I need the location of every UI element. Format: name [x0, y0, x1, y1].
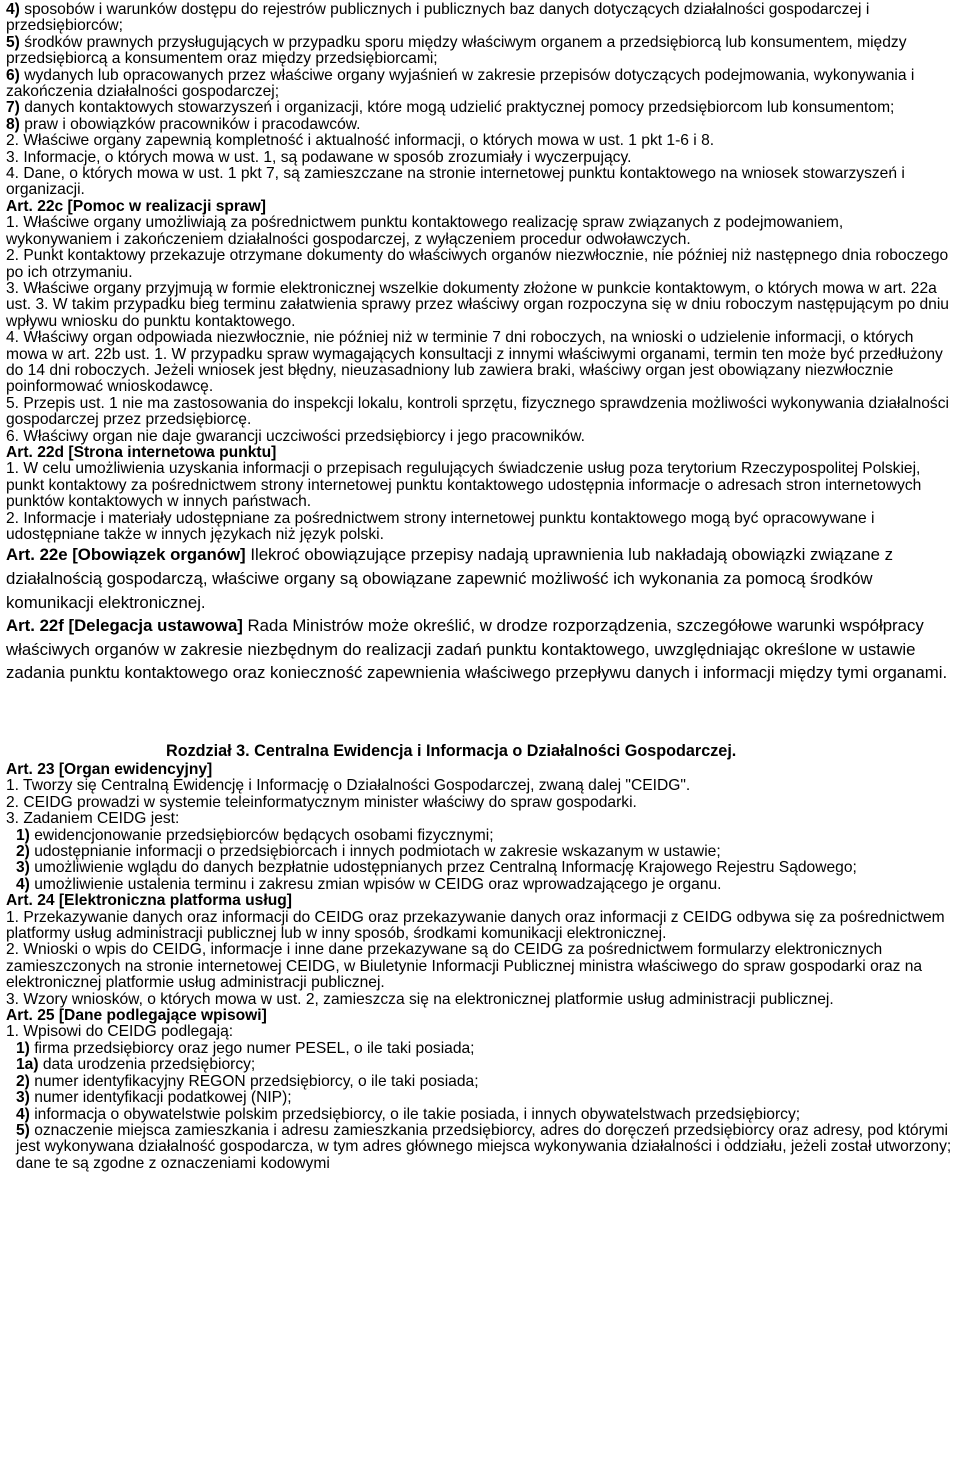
- list-item: 1) ewidencjonowanie przedsiębiorców będących osobami fizycznymi;: [16, 826, 494, 844]
- article-paragraph: Art. 22f [Delegacja ustawowa] Rada Ministrów może określić, w drodze rozporządzenia, szczegółowe warunki współpracy właściwych organów w zakresie niezbędnym do realizacji zadań punktu kontaktowego, uwzględniając określone w ustawie zadania punktu kontaktowego oraz konieczność zapewnienia właściwego przepływu danych i informacji między tymi organami.: [6, 616, 948, 683]
- paragraph: 2. Informacje i materiały udostępniane za pośrednictwem strony internetowej punktu kontaktowego mogą być opracowywane i udostępniane także w innych językach niż język polski.: [6, 509, 875, 543]
- list-item: 2) udostępnianie informacji o przedsiębiorcach i innych podmiotach w zakresie wskazanym w ustawie;: [16, 843, 721, 860]
- list-item: 5) oznaczenie miejsca zamieszkania i adresu zamieszkania przedsiębiorcy, adres do doręczeń przedsiębiorcy oraz adresy, pod którymi jest wykonywana działalność gospodarcza, w tym adres głównego miejsca wykonywania działalności i oddziału, jeżeli został utworzony; dane te są zgodne z oznaczeniami kodowymi: [16, 1121, 952, 1172]
- paragraph: 1. Wpisowi do CEIDG podlegają:: [6, 1023, 234, 1041]
- article-heading: Art. 22d [Strona internetowa punktu]: [6, 443, 277, 461]
- list-item: 4) informacja o obywatelstwie polskim przedsiębiorcy, o ile takie posiada, i innych obywatelstwach przedsiębiorcy;: [16, 1105, 801, 1123]
- paragraph: 2. Właściwe organy zapewnią kompletność i aktualność informacji, o których mowa w ust. 1 pkt 1-6 i 8.: [6, 132, 715, 150]
- article-heading: Art. 25 [Dane podlegające wpisowi]: [6, 1007, 267, 1025]
- list-item: 4) umożliwienie ustalenia terminu i zakresu zmian wpisów w CEIDG oraz wprowadzającego je organu.: [16, 875, 722, 893]
- paragraph: 3. Wzory wniosków, o których mowa w ust. 2, zamieszcza się na elektronicznej platformie usług administracji publicznej.: [6, 990, 834, 1008]
- paragraph: 3. Właściwe organy przyjmują w formie elektronicznej wszelkie dokumenty złożone w punkcie kontaktowym, o których mowa w art. 22a ust. 3. W takim przypadku bieg terminu załatwienia sprawy przez właściwy organ rozpoczyna się w dniu roboczym następującym po dniu wpływu wniosku do punktu kontaktowego.: [6, 279, 949, 330]
- paragraph: 3. Zadaniem CEIDG jest:: [6, 810, 180, 828]
- paragraph: 4. Dane, o których mowa w ust. 1 pkt 7, są zamieszczane na stronie internetowej punktu kontaktowego na wniosek stowarzyszeń i organizacji.: [6, 165, 905, 199]
- paragraph: 5. Przepis ust. 1 nie ma zastosowania do inspekcji lokalu, kontroli sprzętu, fizycznego sprawdzenia możliwości wykonywania działalności gospodarczej przez przedsiębiorcę.: [6, 394, 949, 429]
- list-item: 6) wydanych lub opracowanych przez właściwe organy wyjaśnień w zakresie przepisów dotyczących podejmowania, wykonywania i zakończenia działalności gospodarczej;: [6, 66, 915, 101]
- list-item: 1) firma przedsiębiorcy oraz jego numer PESEL, o ile taki posiada;: [16, 1039, 475, 1057]
- paragraph: 3. Informacje, o których mowa w ust. 1, są podawane w sposób zrozumiały i wyczerpujący.: [6, 148, 632, 166]
- list-item: 1a) data urodzenia przedsiębiorcy;: [16, 1056, 256, 1074]
- list-item: 8) praw i obowiązków pracowników i pracodawców.: [6, 115, 361, 133]
- list-item: 4) sposobów i warunków dostępu do rejestrów publicznych i publicznych baz danych dotyczących działalności gospodarczej i przedsiębiorców;: [6, 1, 870, 35]
- article-heading: Art. 22c [Pomoc w realizacji spraw]: [6, 197, 266, 215]
- list-item: 3) numer identyfikacji podatkowej (NIP);: [16, 1089, 292, 1107]
- list-item: 7) danych kontaktowych stowarzyszeń i organizacji, które mogą udzielić praktycznej pomocy przedsiębiorcom lub konsumentom;: [6, 99, 895, 117]
- list-item: 2) numer identyfikacyjny REGON przedsiębiorcy, o ile taki posiada;: [16, 1072, 479, 1090]
- paragraph: 1. Przekazywanie danych oraz informacji do CEIDG oraz przekazywanie danych oraz informacji z CEIDG odbywa się za pośrednictwem platformy usług administracji publicznej lub w inny sposób, środkami komunikacji elektronicznej.: [6, 908, 945, 943]
- paragraph: 2. Punkt kontaktowy przekazuje otrzymane dokumenty do właściwych organów niezwłocznie, nie później niż następnego dnia roboczego po ich otrzymaniu.: [6, 247, 949, 281]
- paragraph: 1. Właściwe organy umożliwiają za pośrednictwem punktu kontaktowego realizację spraw związanych z podejmowaniem, wykonywaniem i zakończeniem działalności gospodarczej, z wyłączeniem procedur odwoławczych.: [6, 214, 844, 248]
- list-item: 5) środków prawnych przysługujących w przypadku sporu między właściwym organem a przedsiębiorcą lub konsumentem, między przedsiębiorcą a konsumentem oraz między przedsiębiorcami;: [6, 33, 907, 68]
- article-paragraph: Art. 22e [Obowiązek organów] Ilekroć obowiązujące przepisy nadają uprawnienia lub nakładają obowiązki związane z działalnością gospodarczą, właściwe organy są obowiązane zapewnić możliwość ich wykonania za pomocą środków komunikacji elektronicznej.: [6, 545, 894, 612]
- chapter-title: Rozdział 3. Centralna Ewidencja i Informacja o Działalności Gospodarczej.: [166, 741, 737, 760]
- paragraph: 6. Właściwy organ nie daje gwarancji uczciwości przedsiębiorcy i jego pracowników.: [6, 427, 585, 445]
- paragraph: 2. Wnioski o wpis do CEIDG, informacje i inne dane przekazywane są do CEIDG za pośrednictwem formularzy elektronicznych zamieszczonych na stronie internetowej CEIDG, w Biuletynie Informacji Publicznej ministra właściwego do spraw gospodarki oraz na elektronicznej platformie usług administracji publicznej.: [6, 941, 923, 992]
- paragraph: 2. CEIDG prowadzi w systemie teleinformatycznym minister właściwy do spraw gospodarki.: [6, 793, 637, 811]
- article-heading: Art. 22e [Obowiązek organów]: [6, 545, 246, 565]
- article-heading: Art. 22f [Delegacja ustawowa]: [6, 616, 243, 636]
- paragraph: 4. Właściwy organ odpowiada niezwłocznie, nie później niż w terminie 7 dni roboczych, na wnioski o udzielenie informacji, o których mowa w art. 22b ust. 1. W przypadku spraw wymagających konsultacji z innymi właściwymi organami, termin ten może być przedłużony do 14 dni roboczych. Jeżeli wniosek jest błędny, nieuzasadniony lub zawiera braki, właściwy organ jest obowiązany niezwłocznie poinformować wnioskodawcę.: [6, 329, 943, 396]
- paragraph: 1. W celu umożliwienia uzyskania informacji o przepisach regulujących świadczenie usług poza terytorium Rzeczypospolitej Polskiej, punkt kontaktowy za pośrednictwem strony internetowej punktu kontaktowego udostępnia informacje o adresach stron internetowych punktów kontaktowych w innych państwach.: [6, 460, 922, 511]
- list-item: 3) umożliwienie wglądu do danych bezpłatnie udostępnianych przez Centralną Informację Krajowego Rejestru Sądowego;: [16, 859, 857, 877]
- article-heading: Art. 24 [Elektroniczna platforma usług]: [6, 892, 292, 910]
- article-heading: Art. 23 [Organ ewidencyjny]: [6, 760, 213, 778]
- paragraph: 1. Tworzy się Centralną Ewidencję i Informację o Działalności Gospodarczej, zwaną dalej "CEIDG".: [6, 777, 691, 795]
